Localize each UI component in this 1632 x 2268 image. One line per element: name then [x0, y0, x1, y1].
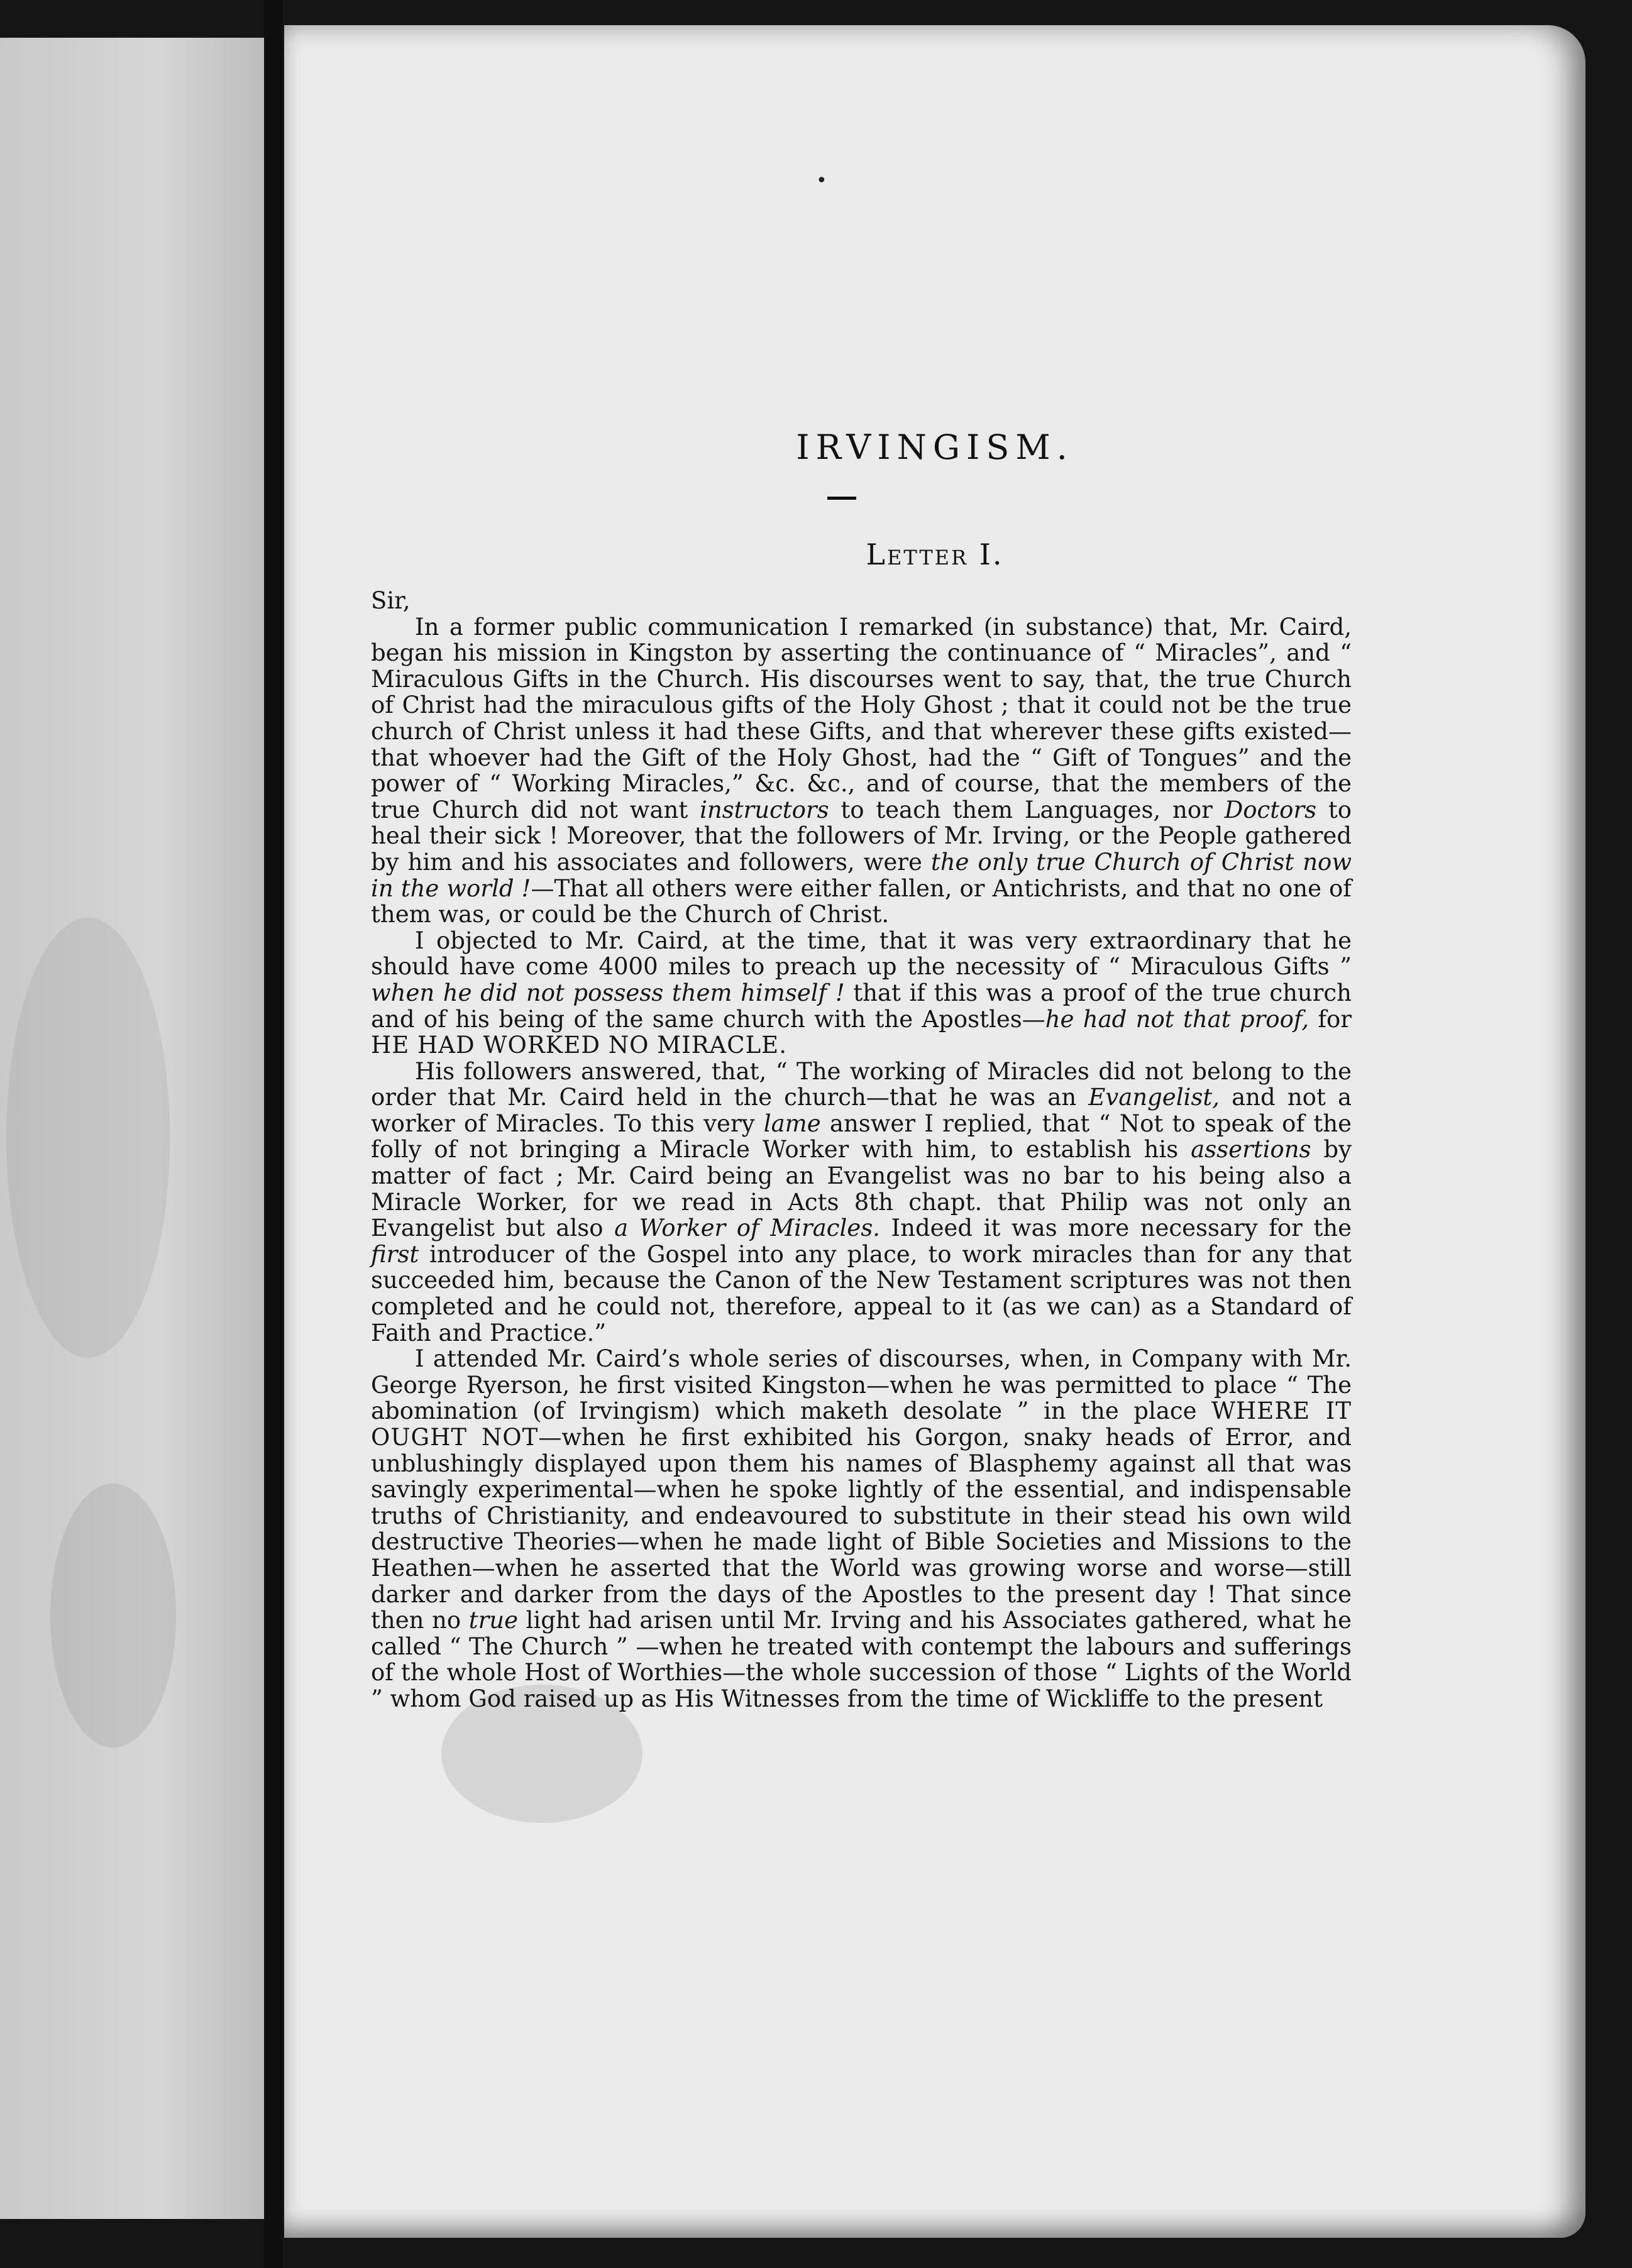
italic-text: Doctors	[1224, 796, 1317, 823]
italic-text: when he did not possess them himself !	[371, 979, 845, 1006]
text-run: I attended Mr. Caird’s whole series of discourses, when, in Company with Mr. George Ryerson, he first visited Kingston—when he was permitted to place “ The abomination (of Irvingism) which maketh desolate ” in the place	[371, 1345, 1352, 1425]
italic-text: true	[468, 1607, 518, 1634]
title-rule	[827, 497, 856, 500]
text-run: introducer of the Gospel into any place, to work miracles than for any that succeeded him, because the Canon of the New Testament scriptures was not then completed and he could not, therefore, appeal to it (as we can) as a Standard of Faith and Practice.”	[371, 1240, 1352, 1346]
letter-heading: Letter I.	[866, 537, 1004, 571]
italic-text: Evangelist,	[1088, 1084, 1220, 1111]
emphasis-caps-text: HE HAD WORKED NO MIRACLE.	[371, 1032, 787, 1059]
letter-body	[371, 588, 1352, 1712]
paragraph	[371, 1346, 1352, 1712]
italic-text: he had not that proof,	[1045, 1005, 1309, 1033]
text-run: by matter of fact ; Mr. Caird being an Evangelist was no bar to his being also a Miracle Worker, for we read in Acts 8th chapt. that Philip was not only an Evangelist but also	[371, 1136, 1352, 1242]
text-run: —when he first exhibited his Gorgon, snaky heads of Error, and unblushingly displayed upon them his names of Blasphemy against all that was savingly experimental—when he spoke lightly of the essential, and indispensable truths of Christianity, and endeavoured to substitute in their stead his own wild destructive Theories—when he made light of Bible Societies and Missions to the Heathen—when he asserted that the World was growing worse and worse—still darker and darker from the days of the Apostles to the present day ! That since then no	[371, 1424, 1352, 1634]
paragraph	[371, 928, 1352, 1059]
paragraph	[371, 614, 1352, 928]
text-run: that if this was a proof of the true church and of his being of the same church with the Apostles—	[371, 979, 1352, 1033]
text-run: answer I replied, that “ Not to speak of the folly of not bringing a Miracle Worker with him, to establish his	[371, 1109, 1352, 1164]
italic-text: assertions	[1191, 1136, 1311, 1164]
left-page-margin	[0, 38, 264, 2219]
page-ornament: •	[816, 170, 827, 192]
text-run: His followers answered, that, “ The working of Miracles did not belong to the order that Mr. Caird held in the church—that he was an	[371, 1057, 1352, 1111]
text-run: Indeed it was more necessary for the	[879, 1214, 1352, 1242]
text-run: to heal their sick ! Moreover, that the followers of Mr. Irving, or the People gathered by him and his associates and followers, were	[371, 796, 1352, 876]
italic-text: the only true Church of Christ now in the world !	[371, 848, 1352, 902]
text-run: —That all others were either fallen, or Antichrists, and that no one of them was, or could be the Church of Christ.	[371, 874, 1352, 928]
emphasis-caps-text: WHERE IT OUGHT NOT	[371, 1397, 1352, 1451]
paragraph	[371, 1059, 1352, 1346]
text-run: I objected to Mr. Caird, at the time, that it was very extraordinary that he should have come 4000 miles to preach up the necessity of “ Miraculous Gifts ”	[371, 927, 1352, 981]
text-run: In a former public communication I remarked (in substance) that, Mr. Caird, began his mission in Kingston by asserting the continuance of “ Miracles”, and “ Miraculous Gifts in the Church. His discourses went to say, that, the true Church of Christ had the miraculous gifts of the Holy Ghost ; that it could not be the true church of Christ unless it had these Gifts, and that wherever these gifts existed—that whoever had the Gift of the Holy Ghost, had the “ Gift of Tongues” and the power of “ Working Miracles,” &c. &c., and of course, that the members of the true Church did not want	[371, 613, 1352, 823]
text-run: light had arisen until Mr. Irving and his Associates gathered, what he called “ The Church ” —when he treated with contempt the labours and sufferings of the whole Host of Worthies—the whole succession of those “ Lights of the World ” whom God raised up as His Witnesses from the time of Wickliffe to the present	[371, 1607, 1352, 1712]
paragraph-list	[371, 614, 1352, 1712]
italic-text: lame	[763, 1109, 821, 1137]
text-run: and not a worker of Miracles. To this very	[371, 1084, 1352, 1137]
text-run: for	[1309, 1005, 1352, 1033]
salutation: Sir,	[371, 587, 411, 614]
book-gutter	[264, 0, 283, 2268]
water-stain	[50, 1484, 176, 1748]
text-run: to teach them Languages, nor	[829, 796, 1225, 823]
page-title: IRVINGISM.	[796, 427, 1074, 467]
italic-text: a Worker of Miracles.	[614, 1214, 880, 1242]
italic-text: instructors	[699, 796, 829, 823]
italic-text: first	[371, 1240, 419, 1268]
water-stain	[6, 918, 170, 1358]
